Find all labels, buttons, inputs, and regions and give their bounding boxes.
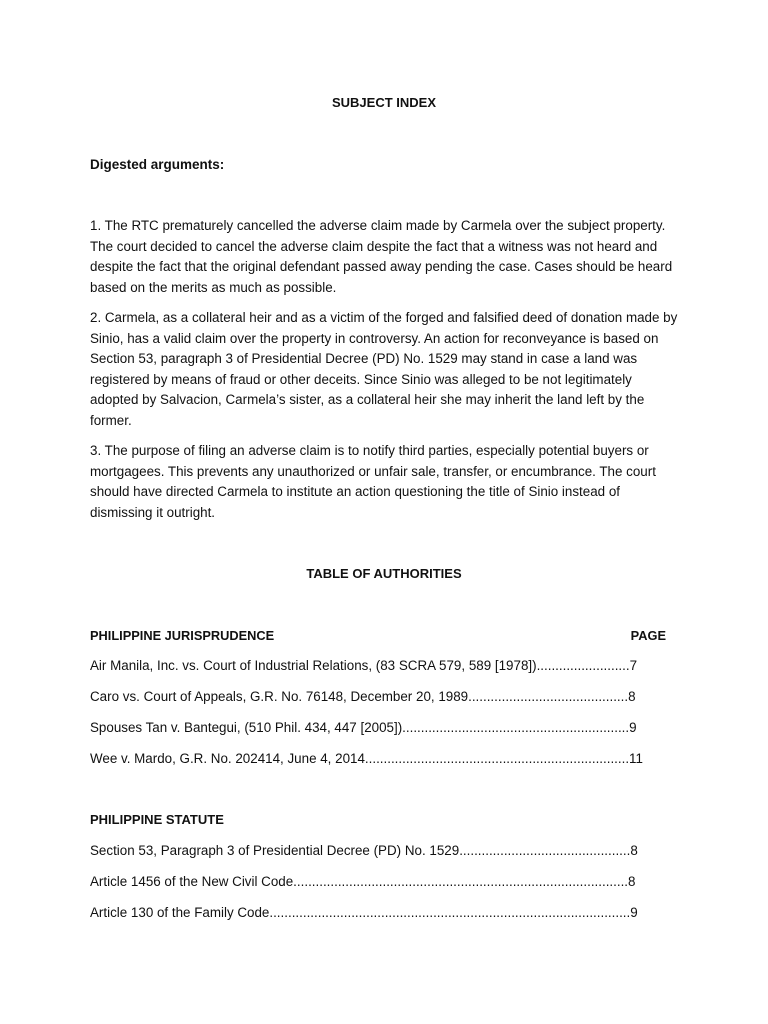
jurisprudence-entry: Spouses Tan v. Bantegui, (510 Phil. 434, 447 [2005]).............................................................9 [90,720,637,735]
jurisprudence-header-row [90,628,666,643]
table-of-authorities-title: TABLE OF AUTHORITIES [306,566,462,581]
statute-entry: Section 53, Paragraph 3 of Presidential Decree (PD) No. 1529..............................................8 [90,843,638,858]
statute-heading: PHILIPPINE STATUTE [90,812,224,827]
digested-arguments-heading: Digested arguments: [90,157,225,172]
statute-entry: Article 1456 of the New Civil Code..........................................................................................8 [90,874,636,889]
argument-2: 2. Carmela, as a collateral heir and as a victim of the forged and falsified deed of donation made by Sinio, has a valid claim over the property in controversy. An action for reconveyance is based on Section 53, paragraph 3 of Presidential Decree (PD) No. 1529 may stand in case a land was registered by means of fraud or other deceits. Since Sinio was alleged to be not legitimately adopted by Salvacion, Carmela’s sister, as a collateral heir she may inherit the land left by the former. [90,310,678,428]
argument-1: 1. The RTC prematurely cancelled the adverse claim made by Carmela over the subject property. The court decided to cancel the adverse claim despite the fact that a witness was not heard and despite the fact that the original defendant passed away pending the case. Cases should be heard based on the merits as much as possible. [90,218,673,295]
jurisprudence-heading: PHILIPPINE JURISPRUDENCE [90,628,275,643]
jurisprudence-entry: Caro vs. Court of Appeals, G.R. No. 76148, December 20, 1989...........................................8 [90,689,636,704]
argument-3: 3. The purpose of filing an adverse claim is to notify third parties, especially potential buyers or mortgagees. This prevents any unauthorized or unfair sale, transfer, or encumbrance. The court should have directed Carmela to institute an action questioning the title of Sinio instead of dismissing it outright. [90,443,656,520]
jurisprudence-entry: Wee v. Mardo, G.R. No. 202414, June 4, 2014.......................................................................11 [90,751,643,766]
statute-entry: Article 130 of the Family Code.................................................................................................9 [90,905,638,920]
page-column-label: PAGE [630,628,666,643]
subject-index-title: SUBJECT INDEX [331,95,437,110]
jurisprudence-entry: Air Manila, Inc. vs. Court of Industrial Relations, (83 SCRA 579, 589 [1978]).........................7 [90,658,638,673]
